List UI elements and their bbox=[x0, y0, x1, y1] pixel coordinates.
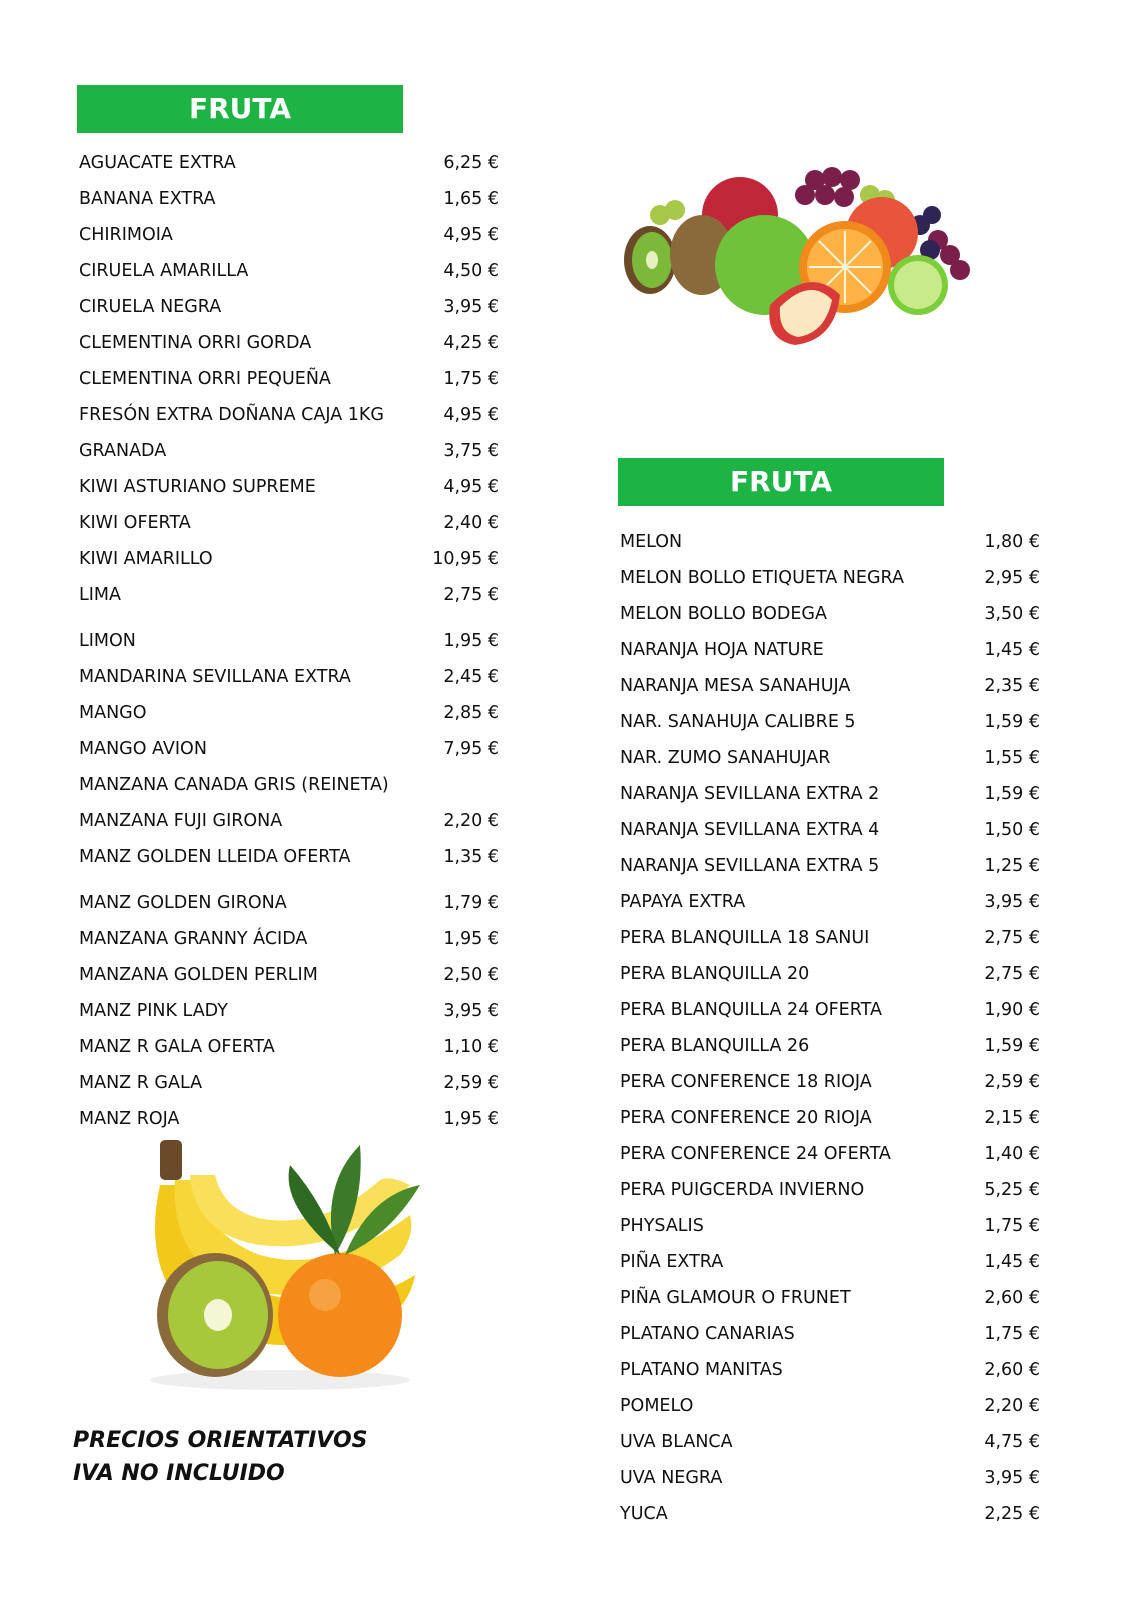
product-name: LIMON bbox=[79, 631, 136, 651]
product-price: 1,35 € bbox=[443, 847, 499, 867]
product-price: 1,50 € bbox=[984, 820, 1040, 840]
product-name: PHYSALIS bbox=[620, 1216, 704, 1236]
product-name: AGUACATE EXTRA bbox=[79, 153, 236, 173]
price-row bbox=[79, 541, 499, 577]
product-name: PLATANO CANARIAS bbox=[620, 1324, 795, 1344]
price-row bbox=[620, 848, 1040, 884]
product-name: MANGO bbox=[79, 703, 147, 723]
product-price: 6,25 € bbox=[443, 153, 499, 173]
product-price: 1,55 € bbox=[984, 748, 1040, 768]
product-price: 2,85 € bbox=[443, 703, 499, 723]
product-price: 1,95 € bbox=[443, 929, 499, 949]
price-row bbox=[620, 1280, 1040, 1316]
product-name: NARANJA SEVILLANA EXTRA 2 bbox=[620, 784, 880, 804]
product-name: NARANJA MESA SANAHUJA bbox=[620, 676, 851, 696]
product-price: 1,75 € bbox=[443, 369, 499, 389]
price-row bbox=[620, 1460, 1040, 1496]
price-row bbox=[79, 695, 499, 731]
product-name: FRESÓN EXTRA DOÑANA CAJA 1KG bbox=[79, 405, 384, 425]
product-name: NAR. SANAHUJA CALIBRE 5 bbox=[620, 712, 856, 732]
product-name: CIRUELA AMARILLA bbox=[79, 261, 249, 281]
product-name: KIWI OFERTA bbox=[79, 513, 191, 533]
product-name: CIRUELA NEGRA bbox=[79, 297, 222, 317]
price-row bbox=[79, 767, 499, 803]
product-name: PAPAYA EXTRA bbox=[620, 892, 746, 912]
product-price: 3,95 € bbox=[984, 892, 1040, 912]
product-name: MANZ GOLDEN LLEIDA OFERTA bbox=[79, 847, 351, 867]
product-price: 2,35 € bbox=[984, 676, 1040, 696]
product-name: MANZ PINK LADY bbox=[79, 1001, 228, 1021]
price-row bbox=[620, 1388, 1040, 1424]
banana-kiwi-orange-image bbox=[130, 1125, 440, 1395]
product-price: 2,25 € bbox=[984, 1504, 1040, 1524]
product-name: CLEMENTINA ORRI GORDA bbox=[79, 333, 312, 353]
product-price: 2,60 € bbox=[984, 1288, 1040, 1308]
product-name: MANZANA GRANNY ÁCIDA bbox=[79, 929, 308, 949]
price-row bbox=[620, 596, 1040, 632]
product-name: MANZ R GALA bbox=[79, 1073, 203, 1093]
product-name: PERA CONFERENCE 18 RIOJA bbox=[620, 1072, 872, 1092]
price-row bbox=[620, 1208, 1040, 1244]
price-row bbox=[79, 577, 499, 613]
product-name: MELON BOLLO ETIQUETA NEGRA bbox=[620, 568, 904, 588]
product-price: 1,95 € bbox=[443, 631, 499, 651]
right-section-title: FRUTA bbox=[618, 458, 944, 506]
price-row bbox=[79, 731, 499, 767]
product-price: 2,75 € bbox=[984, 964, 1040, 984]
price-row bbox=[79, 253, 499, 289]
price-row bbox=[620, 956, 1040, 992]
product-name: PERA BLANQUILLA 26 bbox=[620, 1036, 810, 1056]
price-row bbox=[79, 505, 499, 541]
price-row bbox=[620, 1136, 1040, 1172]
price-row bbox=[79, 839, 499, 875]
price-row bbox=[620, 884, 1040, 920]
product-price: 2,20 € bbox=[984, 1396, 1040, 1416]
price-row bbox=[620, 524, 1040, 560]
product-name: KIWI AMARILLO bbox=[79, 549, 213, 569]
price-row bbox=[620, 632, 1040, 668]
price-row bbox=[79, 623, 499, 659]
product-price: 1,59 € bbox=[984, 1036, 1040, 1056]
product-name: YUCA bbox=[620, 1504, 668, 1524]
product-price: 1,75 € bbox=[984, 1324, 1040, 1344]
product-name: MANZANA CANADA GRIS (REINETA) bbox=[79, 775, 389, 795]
product-name: MANZ GOLDEN GIRONA bbox=[79, 893, 287, 913]
product-price: 2,59 € bbox=[984, 1072, 1040, 1092]
product-name: GRANADA bbox=[79, 441, 167, 461]
product-name: POMELO bbox=[620, 1396, 694, 1416]
footer-line-2: IVA NO INCLUIDO bbox=[73, 1461, 285, 1486]
product-name: NARANJA SEVILLANA EXTRA 5 bbox=[620, 856, 880, 876]
left-price-list bbox=[79, 145, 499, 1137]
product-price: 4,50 € bbox=[443, 261, 499, 281]
product-price: 2,50 € bbox=[443, 965, 499, 985]
footer-line-1: PRECIOS ORIENTATIVOS bbox=[73, 1428, 368, 1453]
product-name: NARANJA SEVILLANA EXTRA 4 bbox=[620, 820, 880, 840]
product-price: 2,20 € bbox=[443, 811, 499, 831]
price-row bbox=[79, 397, 499, 433]
product-price: 2,60 € bbox=[984, 1360, 1040, 1380]
product-price: 7,95 € bbox=[443, 739, 499, 759]
price-row bbox=[79, 803, 499, 839]
product-name: MANZANA FUJI GIRONA bbox=[79, 811, 283, 831]
product-price: 1,95 € bbox=[443, 1109, 499, 1129]
price-row bbox=[79, 469, 499, 505]
product-price: 1,40 € bbox=[984, 1144, 1040, 1164]
product-name: CHIRIMOIA bbox=[79, 225, 173, 245]
product-price: 4,95 € bbox=[443, 225, 499, 245]
product-price: 2,15 € bbox=[984, 1108, 1040, 1128]
price-row bbox=[620, 1316, 1040, 1352]
price-row bbox=[79, 993, 499, 1029]
product-price: 2,59 € bbox=[443, 1073, 499, 1093]
product-price: 1,25 € bbox=[984, 856, 1040, 876]
product-price: 1,59 € bbox=[984, 712, 1040, 732]
product-price: 3,95 € bbox=[443, 1001, 499, 1021]
product-name: PERA BLANQUILLA 24 OFERTA bbox=[620, 1000, 882, 1020]
price-row bbox=[79, 145, 499, 181]
product-name: PERA BLANQUILLA 18 SANUI bbox=[620, 928, 870, 948]
product-name: CLEMENTINA ORRI PEQUEÑA bbox=[79, 369, 331, 389]
price-row bbox=[79, 957, 499, 993]
product-price: 1,90 € bbox=[984, 1000, 1040, 1020]
product-price: 5,25 € bbox=[984, 1180, 1040, 1200]
price-row bbox=[620, 1424, 1040, 1460]
price-row bbox=[620, 920, 1040, 956]
product-price: 1,65 € bbox=[443, 189, 499, 209]
price-row bbox=[79, 885, 499, 921]
price-row bbox=[620, 560, 1040, 596]
product-price: 3,75 € bbox=[443, 441, 499, 461]
product-price: 3,95 € bbox=[443, 297, 499, 317]
product-name: PERA BLANQUILLA 20 bbox=[620, 964, 810, 984]
left-section-title: FRUTA bbox=[77, 85, 403, 133]
product-name: PIÑA EXTRA bbox=[620, 1252, 724, 1272]
price-row bbox=[79, 1029, 499, 1065]
product-name: MELON bbox=[620, 532, 683, 552]
price-row bbox=[620, 1172, 1040, 1208]
mixed-fruit-image bbox=[620, 155, 1015, 355]
price-row bbox=[620, 1028, 1040, 1064]
price-row bbox=[79, 361, 499, 397]
product-name: BANANA EXTRA bbox=[79, 189, 216, 209]
product-name: PIÑA GLAMOUR O FRUNET bbox=[620, 1288, 851, 1308]
price-row bbox=[620, 1064, 1040, 1100]
product-price: 1,59 € bbox=[984, 784, 1040, 804]
product-name: PERA CONFERENCE 24 OFERTA bbox=[620, 1144, 891, 1164]
price-row bbox=[620, 1100, 1040, 1136]
product-price: 4,75 € bbox=[984, 1432, 1040, 1452]
product-name: LIMA bbox=[79, 585, 121, 605]
right-price-list bbox=[620, 524, 1040, 1532]
price-row bbox=[620, 668, 1040, 704]
product-name: NARANJA HOJA NATURE bbox=[620, 640, 824, 660]
price-row bbox=[79, 433, 499, 469]
product-price: 2,75 € bbox=[443, 585, 499, 605]
product-name: MANDARINA SEVILLANA EXTRA bbox=[79, 667, 351, 687]
price-row bbox=[79, 217, 499, 253]
product-name: UVA BLANCA bbox=[620, 1432, 733, 1452]
product-price: 3,50 € bbox=[984, 604, 1040, 624]
price-row bbox=[620, 740, 1040, 776]
product-name: MELON BOLLO BODEGA bbox=[620, 604, 827, 624]
product-name: NAR. ZUMO SANAHUJAR bbox=[620, 748, 831, 768]
product-name: UVA NEGRA bbox=[620, 1468, 723, 1488]
product-price: 10,95 € bbox=[432, 549, 499, 569]
product-price: 2,75 € bbox=[984, 928, 1040, 948]
price-row bbox=[79, 325, 499, 361]
product-price: 1,45 € bbox=[984, 1252, 1040, 1272]
product-price: 1,45 € bbox=[984, 640, 1040, 660]
product-name: PLATANO MANITAS bbox=[620, 1360, 783, 1380]
product-price: 4,95 € bbox=[443, 477, 499, 497]
product-name: KIWI ASTURIANO SUPREME bbox=[79, 477, 316, 497]
product-price: 2,45 € bbox=[443, 667, 499, 687]
price-row bbox=[79, 659, 499, 695]
price-row bbox=[79, 181, 499, 217]
product-price: 1,75 € bbox=[984, 1216, 1040, 1236]
product-price: 1,10 € bbox=[443, 1037, 499, 1057]
product-name: PERA PUIGCERDA INVIERNO bbox=[620, 1180, 865, 1200]
price-row bbox=[620, 812, 1040, 848]
price-row bbox=[620, 704, 1040, 740]
product-price: 1,79 € bbox=[443, 893, 499, 913]
product-price: 2,95 € bbox=[984, 568, 1040, 588]
product-name: PERA CONFERENCE 20 RIOJA bbox=[620, 1108, 872, 1128]
product-name: MANZANA GOLDEN PERLIM bbox=[79, 965, 318, 985]
price-row bbox=[620, 1244, 1040, 1280]
price-row bbox=[79, 289, 499, 325]
product-price: 4,25 € bbox=[443, 333, 499, 353]
product-name: MANZ R GALA OFERTA bbox=[79, 1037, 275, 1057]
price-row bbox=[79, 921, 499, 957]
product-price: 3,95 € bbox=[984, 1468, 1040, 1488]
product-name: MANGO AVION bbox=[79, 739, 207, 759]
product-price: 1,80 € bbox=[984, 532, 1040, 552]
price-row bbox=[620, 776, 1040, 812]
product-name: MANZ ROJA bbox=[79, 1109, 180, 1129]
product-price: 2,40 € bbox=[443, 513, 499, 533]
price-row bbox=[620, 1352, 1040, 1388]
footer-note bbox=[73, 1424, 368, 1490]
price-row bbox=[620, 1496, 1040, 1532]
price-row bbox=[620, 992, 1040, 1028]
price-row bbox=[79, 1065, 499, 1101]
product-price: 4,95 € bbox=[443, 405, 499, 425]
